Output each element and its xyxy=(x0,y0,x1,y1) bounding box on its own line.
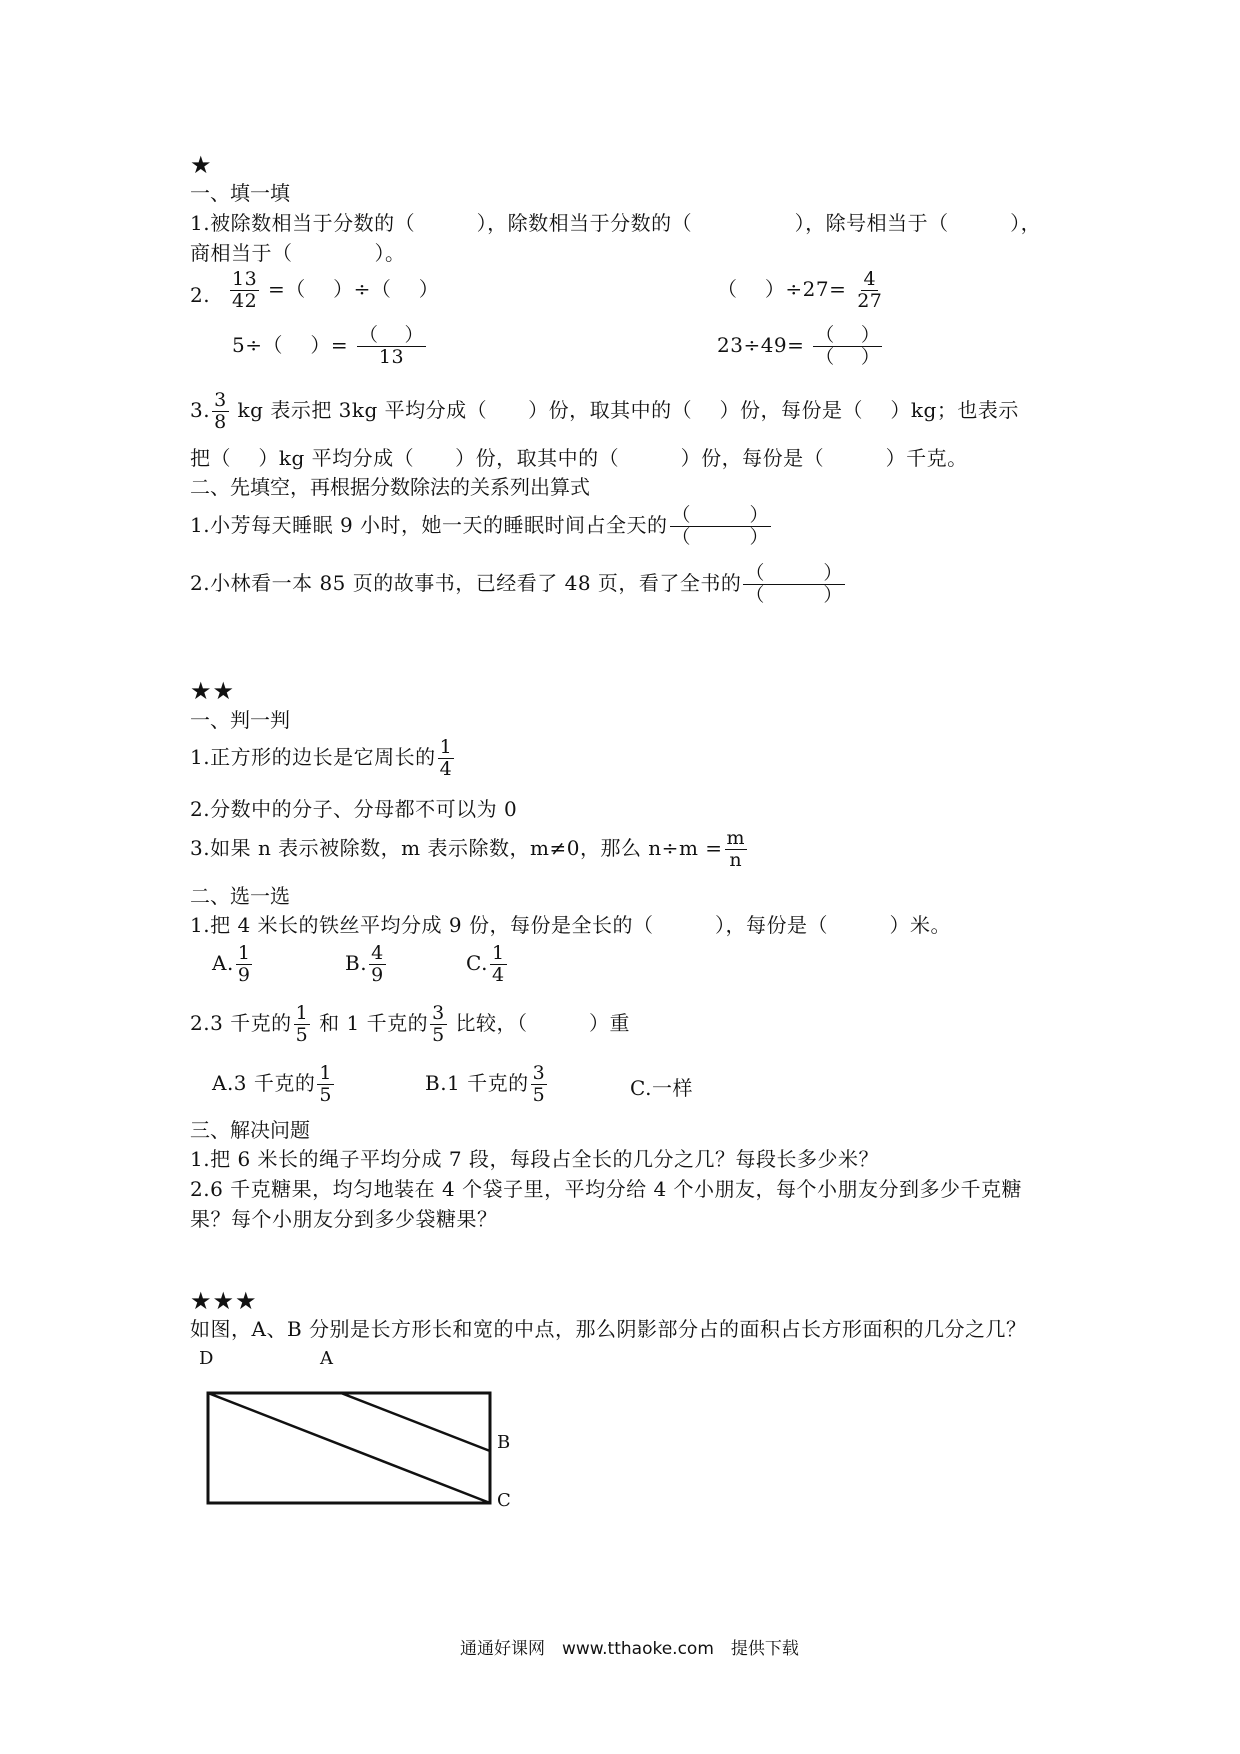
q3-line1 xyxy=(190,390,1019,433)
choice-2-option-c: C.一样 xyxy=(630,1076,693,1100)
q2a-fraction: $\frac{13}{42}$ xyxy=(232,268,258,312)
q3-text1: kg 表示把 3kg 平均分成（ ）份，取其中的（ ）份，每份是（ ）kg；也表示 xyxy=(237,398,1019,422)
choice-2-option-a xyxy=(212,1063,336,1106)
q2a xyxy=(228,269,439,312)
choice-1-option-a xyxy=(212,943,254,986)
problem-2-line2: 果？每个小朋友分到多少袋糖果？ xyxy=(190,1207,498,1231)
q2c-head: 5÷（ ）= xyxy=(232,333,349,357)
choice-2-a-label: A.3 千克的 xyxy=(212,1071,316,1095)
segment-ab xyxy=(341,1393,490,1451)
choice-2-b-fraction: $\frac{3}{5}$ xyxy=(532,1062,546,1106)
q2c xyxy=(232,325,428,368)
judge-3-text: 3.如果 n 表示被除数，m 表示除数，m≠0，那么 n÷m = xyxy=(190,836,723,860)
q3-fraction: $\frac{3}{8}$ xyxy=(214,389,227,433)
choice-2 xyxy=(190,1003,630,1046)
point-label-a: A xyxy=(320,1348,333,1369)
q1-line2: 商相当于（ ）。 xyxy=(190,241,406,265)
choice-1-option-b xyxy=(345,943,388,986)
rectangle-figure xyxy=(200,1385,500,1510)
s2-q1-fraction: $\frac{( )}{( )}$ xyxy=(671,504,770,548)
level3-stars: ★★★ xyxy=(190,1287,258,1315)
q2d-head: 23÷49= xyxy=(717,333,805,357)
point-label-d: D xyxy=(199,1348,214,1369)
choice-2-fraction2: $\frac{3}{5}$ xyxy=(432,1002,445,1046)
diagonal-dc xyxy=(208,1393,490,1503)
judge-2: 2.分数中的分子、分母都不可以为 0 xyxy=(190,797,518,821)
problem-2-line1: 2.6 千克糖果，均匀地装在 4 个袋子里，平均分给 4 个小朋友，每个小朋友分到多少千克糖 xyxy=(190,1177,1023,1201)
s2-q2-text: 2.小林看一本 85 页的故事书，已经看了 48 页，看了全书的 xyxy=(190,571,742,595)
choice-2-part2: 和 1 千克的 xyxy=(319,1011,429,1035)
option-a-fraction: $\frac{1}{9}$ xyxy=(237,942,251,986)
judge-3-fraction: $\frac{m}{n}$ xyxy=(726,827,746,871)
level2-section2-title: 二、选一选 xyxy=(190,884,290,908)
choice-2-option-b xyxy=(425,1063,549,1106)
q2-number: 2. xyxy=(190,283,211,307)
judge-1-text: 1.正方形的边长是它周长的 xyxy=(190,745,436,769)
level1-section2-title: 二、先填空，再根据分数除法的关系列出算式 xyxy=(190,475,590,499)
q1-line1: 1.被除数相当于分数的（ ），除数相当于分数的（ ），除号相当于（ ）， xyxy=(190,211,1042,235)
judge-1 xyxy=(190,737,456,780)
level2-stars: ★★ xyxy=(190,677,236,705)
option-c-fraction: $\frac{1}{4}$ xyxy=(491,942,505,986)
q2d-fraction: $\frac{( )}{( )}$ xyxy=(815,324,881,368)
point-label-c: C xyxy=(497,1490,511,1511)
option-b-label: B. xyxy=(345,951,368,975)
level3-question: 如图，A、B 分别是长方形长和宽的中点，那么阴影部分占的面积占长方形面积的几分之几？ xyxy=(190,1317,1027,1341)
level2-section3-title: 三、解决问题 xyxy=(190,1118,310,1142)
choice-1: 1.把 4 米长的铁丝平均分成 9 份，每份是全长的（ ），每份是（ ）米。 xyxy=(190,913,951,937)
q2c-fraction: $\frac{( )}{13}$ xyxy=(358,324,425,368)
level1-section1-title: 一、填一填 xyxy=(190,181,290,205)
q2a-tail: =（ ）÷（ ） xyxy=(268,277,440,301)
choice-2-b-label: B.1 千克的 xyxy=(425,1071,529,1095)
option-b-fraction: $\frac{4}{9}$ xyxy=(371,942,384,986)
s2-q2 xyxy=(190,563,847,606)
q2b xyxy=(717,269,886,312)
level1-stars: ★ xyxy=(190,151,213,179)
page-footer: 通通好课网 www.tthaoke.com 提供下载 xyxy=(460,1639,799,1659)
option-c-label: C. xyxy=(466,951,488,975)
s2-q1 xyxy=(190,505,773,548)
choice-1-option-c xyxy=(466,943,509,986)
problem-1: 1.把 6 米长的绳子平均分成 7 段，每段占全长的几分之几？每段长多少米？ xyxy=(190,1147,879,1171)
choice-2-fraction1: $\frac{1}{5}$ xyxy=(295,1002,309,1046)
choice-2-part1: 2.3 千克的 xyxy=(190,1011,292,1035)
s2-q1-text: 1.小芳每天睡眠 9 小时，她一天的睡眠时间占全天的 xyxy=(190,513,668,537)
q2b-head: （ ）÷27= xyxy=(717,277,847,301)
q3-number: 3. xyxy=(190,398,211,422)
point-label-b: B xyxy=(497,1432,511,1453)
option-a-label: A. xyxy=(212,951,234,975)
q3-line2: 把（ ）kg 平均分成（ ）份，取其中的（ ）份，每份是（ ）千克。 xyxy=(190,446,968,470)
q2d xyxy=(717,325,884,368)
choice-2-a-fraction: $\frac{1}{5}$ xyxy=(319,1062,332,1106)
s2-q2-fraction: $\frac{( )}{( )}$ xyxy=(745,562,843,606)
judge-3 xyxy=(190,828,749,871)
choice-2-part3: 比较，（ ）重 xyxy=(455,1011,631,1035)
q2b-fraction: $\frac{4}{27}$ xyxy=(857,268,883,312)
level2-section1-title: 一、判一判 xyxy=(190,708,290,732)
judge-1-fraction: $\frac{1}{4}$ xyxy=(439,736,453,780)
